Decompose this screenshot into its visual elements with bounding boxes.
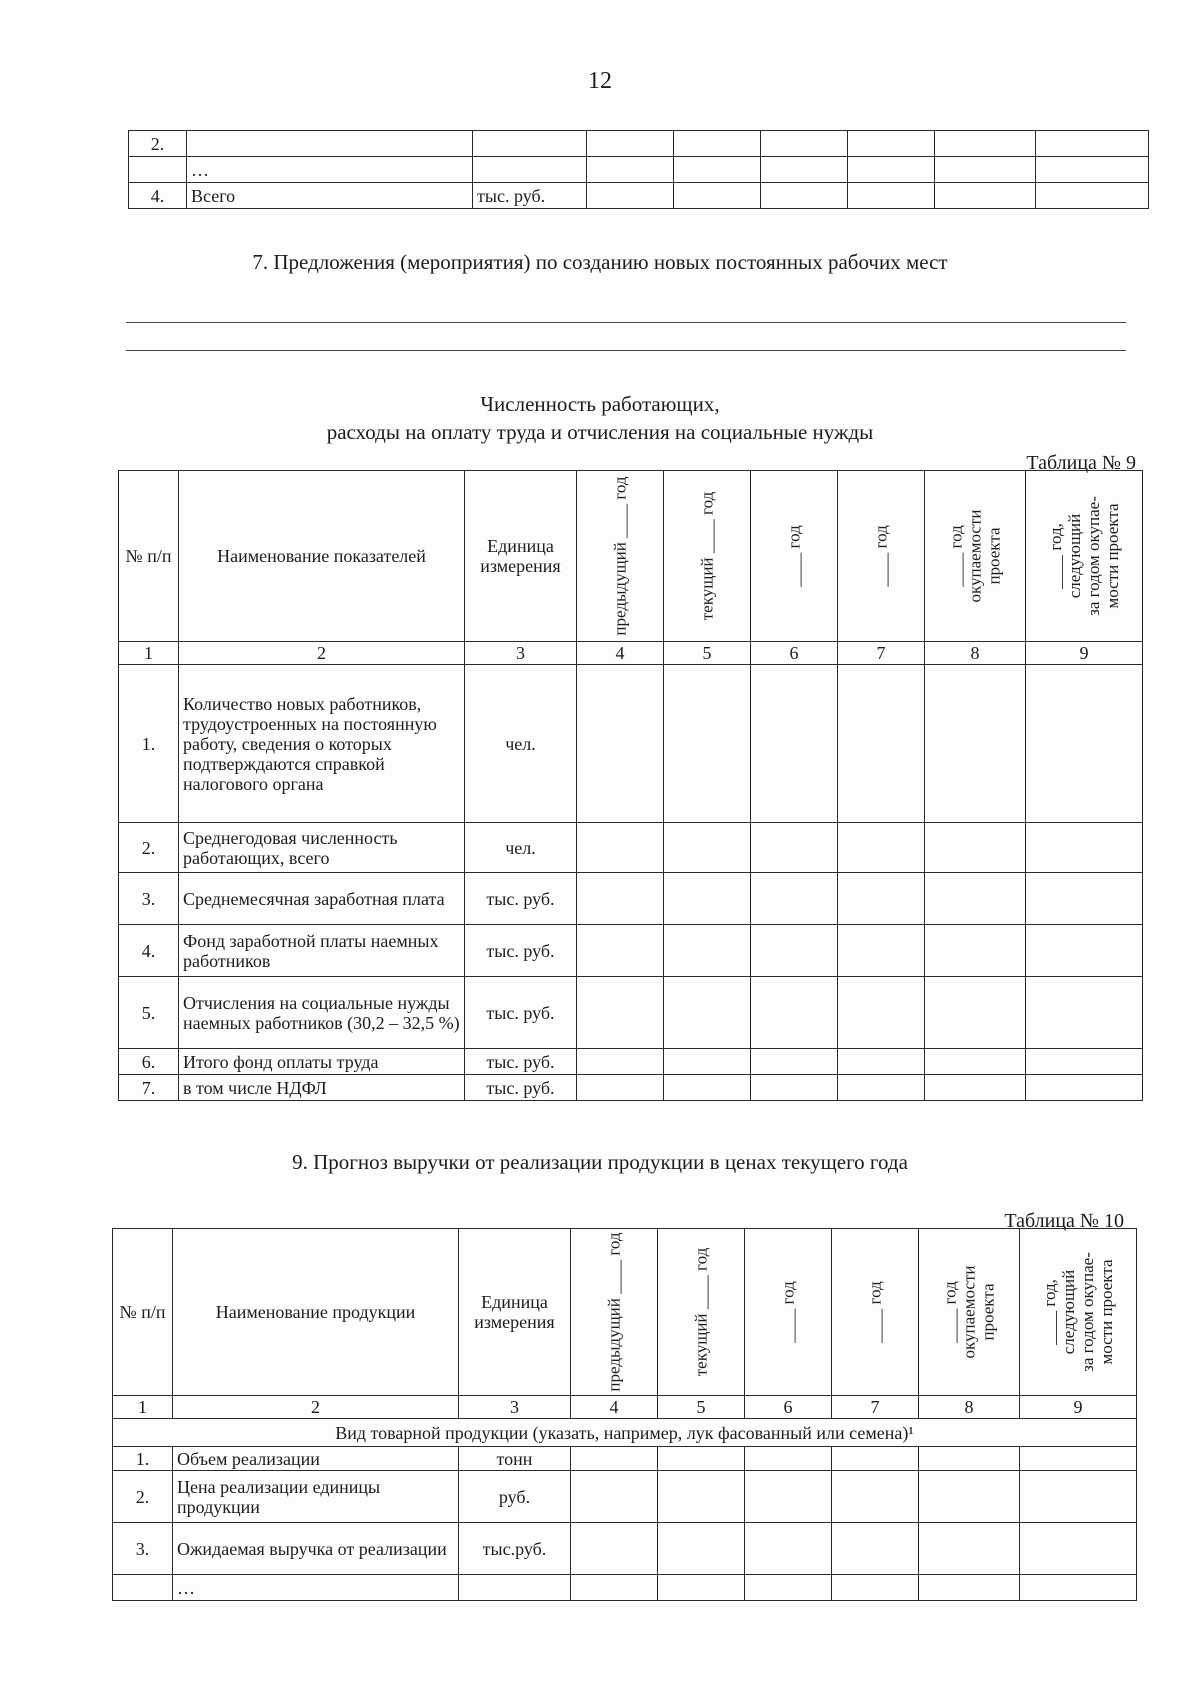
index-cell: 6 xyxy=(745,1396,832,1419)
row-number: 1. xyxy=(113,1447,173,1471)
index-cell: 5 xyxy=(664,642,751,665)
row-name: Среднемесячная заработная плата xyxy=(179,873,465,925)
row-unit: тонн xyxy=(459,1447,571,1471)
index-cell: 6 xyxy=(751,642,838,665)
row-unit: тыс.руб. xyxy=(459,1523,571,1575)
row-unit: тыс. руб. xyxy=(465,925,577,977)
index-cell: 4 xyxy=(571,1396,658,1419)
table-row xyxy=(113,1575,1137,1601)
index-cell: 7 xyxy=(832,1396,919,1419)
page-number: 12 xyxy=(588,68,612,94)
row-number: 6. xyxy=(119,1049,179,1075)
index-cell: 7 xyxy=(838,642,925,665)
table-row xyxy=(119,977,1143,1049)
index-cell: 8 xyxy=(919,1396,1020,1419)
row-name xyxy=(187,131,473,157)
header-row xyxy=(119,471,1143,642)
header-year-7: ____ год xyxy=(832,1229,919,1396)
row-unit: тыс. руб. xyxy=(465,873,577,925)
row-number: 7. xyxy=(119,1075,179,1101)
row-name: Объем реализации xyxy=(173,1447,459,1471)
row-number: 3. xyxy=(119,873,179,925)
row-number: 4. xyxy=(119,925,179,977)
row-unit: тыс. руб. xyxy=(465,977,577,1049)
row-name: Отчисления на социальные нужды наемных работников (30,2 – 32,5 %) xyxy=(179,977,465,1049)
row-name: Количество новых работников, трудоустроенных на постоянную работу, сведения о которых подтверждаются справкой налогового органа xyxy=(179,665,465,823)
table-row xyxy=(129,157,1149,183)
index-row xyxy=(113,1396,1137,1419)
row-number xyxy=(129,157,187,183)
header-year-7: ____ год xyxy=(838,471,925,642)
product-group-label: Вид товарной продукции (указать, например, лук фасованный или семена)¹ xyxy=(113,1419,1137,1447)
table-row xyxy=(129,131,1149,157)
index-cell: 8 xyxy=(925,642,1026,665)
header-year-after-payback: ____ год, следующий за годом окупае- мости проекта xyxy=(1026,471,1143,642)
section-9-title: 9. Прогноз выручки от реализации продукции в ценах текущего года xyxy=(292,1150,908,1174)
table-10-caption: Таблица № 10 xyxy=(1004,1210,1124,1232)
header-year-after-payback: ____ год, следующий за годом окупае- мости проекта xyxy=(1020,1229,1137,1396)
row-number xyxy=(113,1575,173,1601)
table-10 xyxy=(112,1228,1137,1601)
row-unit: тыс. руб. xyxy=(465,1075,577,1101)
header-year-prev: предыдущий ____ год xyxy=(571,1229,658,1396)
table-9-caption: Таблица № 9 xyxy=(1026,452,1136,474)
row-number: 3. xyxy=(113,1523,173,1575)
row-number: 2. xyxy=(119,823,179,873)
table-row xyxy=(119,925,1143,977)
index-row xyxy=(119,642,1143,665)
row-number: 5. xyxy=(119,977,179,1049)
header-year-prev: предыдущий ____ год xyxy=(577,471,664,642)
table-row xyxy=(113,1523,1137,1575)
row-name: Среднегодовая численность работающих, всего xyxy=(179,823,465,873)
header-num: № п/п xyxy=(119,471,179,642)
header-num: № п/п xyxy=(113,1229,173,1396)
row-unit xyxy=(473,131,587,157)
row-name: Фонд заработной платы наемных работников xyxy=(179,925,465,977)
group-row xyxy=(113,1419,1137,1447)
blank-line xyxy=(126,322,1126,323)
header-name: Наименование показателей xyxy=(179,471,465,642)
header-year-payback: ____ год окупаемости проекта xyxy=(919,1229,1020,1396)
index-cell: 2 xyxy=(179,642,465,665)
table-9 xyxy=(118,470,1143,1101)
section-7-title: 7. Предложения (мероприятия) по созданию новых постоянных рабочих мест xyxy=(252,250,948,274)
header-name: Наименование продукции xyxy=(173,1229,459,1396)
row-name: … xyxy=(187,157,473,183)
index-cell: 3 xyxy=(459,1396,571,1419)
index-cell: 1 xyxy=(119,642,179,665)
index-cell: 9 xyxy=(1020,1396,1137,1419)
table-row xyxy=(119,823,1143,873)
header-year-current: текущий ____ год xyxy=(664,471,751,642)
row-unit: чел. xyxy=(465,665,577,823)
row-unit: тыс. руб. xyxy=(465,1049,577,1075)
table-row xyxy=(119,1075,1143,1101)
header-year-6: ____ год xyxy=(745,1229,832,1396)
row-number: 2. xyxy=(113,1471,173,1523)
blank-line xyxy=(126,350,1126,351)
index-cell: 3 xyxy=(465,642,577,665)
row-name: Всего xyxy=(187,183,473,209)
table-9-heading-line2: расходы на оплату труда и отчисления на социальные нужды xyxy=(326,420,874,444)
header-unit: Единица измерения xyxy=(465,471,577,642)
index-cell: 9 xyxy=(1026,642,1143,665)
row-unit: руб. xyxy=(459,1471,571,1523)
row-unit xyxy=(459,1575,571,1601)
header-row xyxy=(113,1229,1137,1396)
index-cell: 4 xyxy=(577,642,664,665)
table-9-heading-line1: Численность работающих, xyxy=(480,392,720,416)
row-number: 1. xyxy=(119,665,179,823)
table-row xyxy=(113,1471,1137,1523)
row-unit: тыс. руб. xyxy=(473,183,587,209)
table-top xyxy=(128,130,1149,209)
row-number: 2. xyxy=(129,131,187,157)
row-name: в том числе НДФЛ xyxy=(179,1075,465,1101)
table-row xyxy=(113,1447,1137,1471)
row-unit: чел. xyxy=(465,823,577,873)
header-year-current: текущий ____ год xyxy=(658,1229,745,1396)
row-name: Итого фонд оплаты труда xyxy=(179,1049,465,1075)
header-year-6: ____ год xyxy=(751,471,838,642)
table-row xyxy=(119,1049,1143,1075)
row-number: 4. xyxy=(129,183,187,209)
row-name: Цена реализации единицы продукции xyxy=(173,1471,459,1523)
table-row xyxy=(129,183,1149,209)
header-unit: Единица измерения xyxy=(459,1229,571,1396)
row-unit xyxy=(473,157,587,183)
table-row xyxy=(119,873,1143,925)
row-name: … xyxy=(173,1575,459,1601)
index-cell: 2 xyxy=(173,1396,459,1419)
index-cell: 1 xyxy=(113,1396,173,1419)
index-cell: 5 xyxy=(658,1396,745,1419)
header-year-payback: ____ год окупаемости проекта xyxy=(925,471,1026,642)
table-row xyxy=(119,665,1143,823)
row-name: Ожидаемая выручка от реализации xyxy=(173,1523,459,1575)
